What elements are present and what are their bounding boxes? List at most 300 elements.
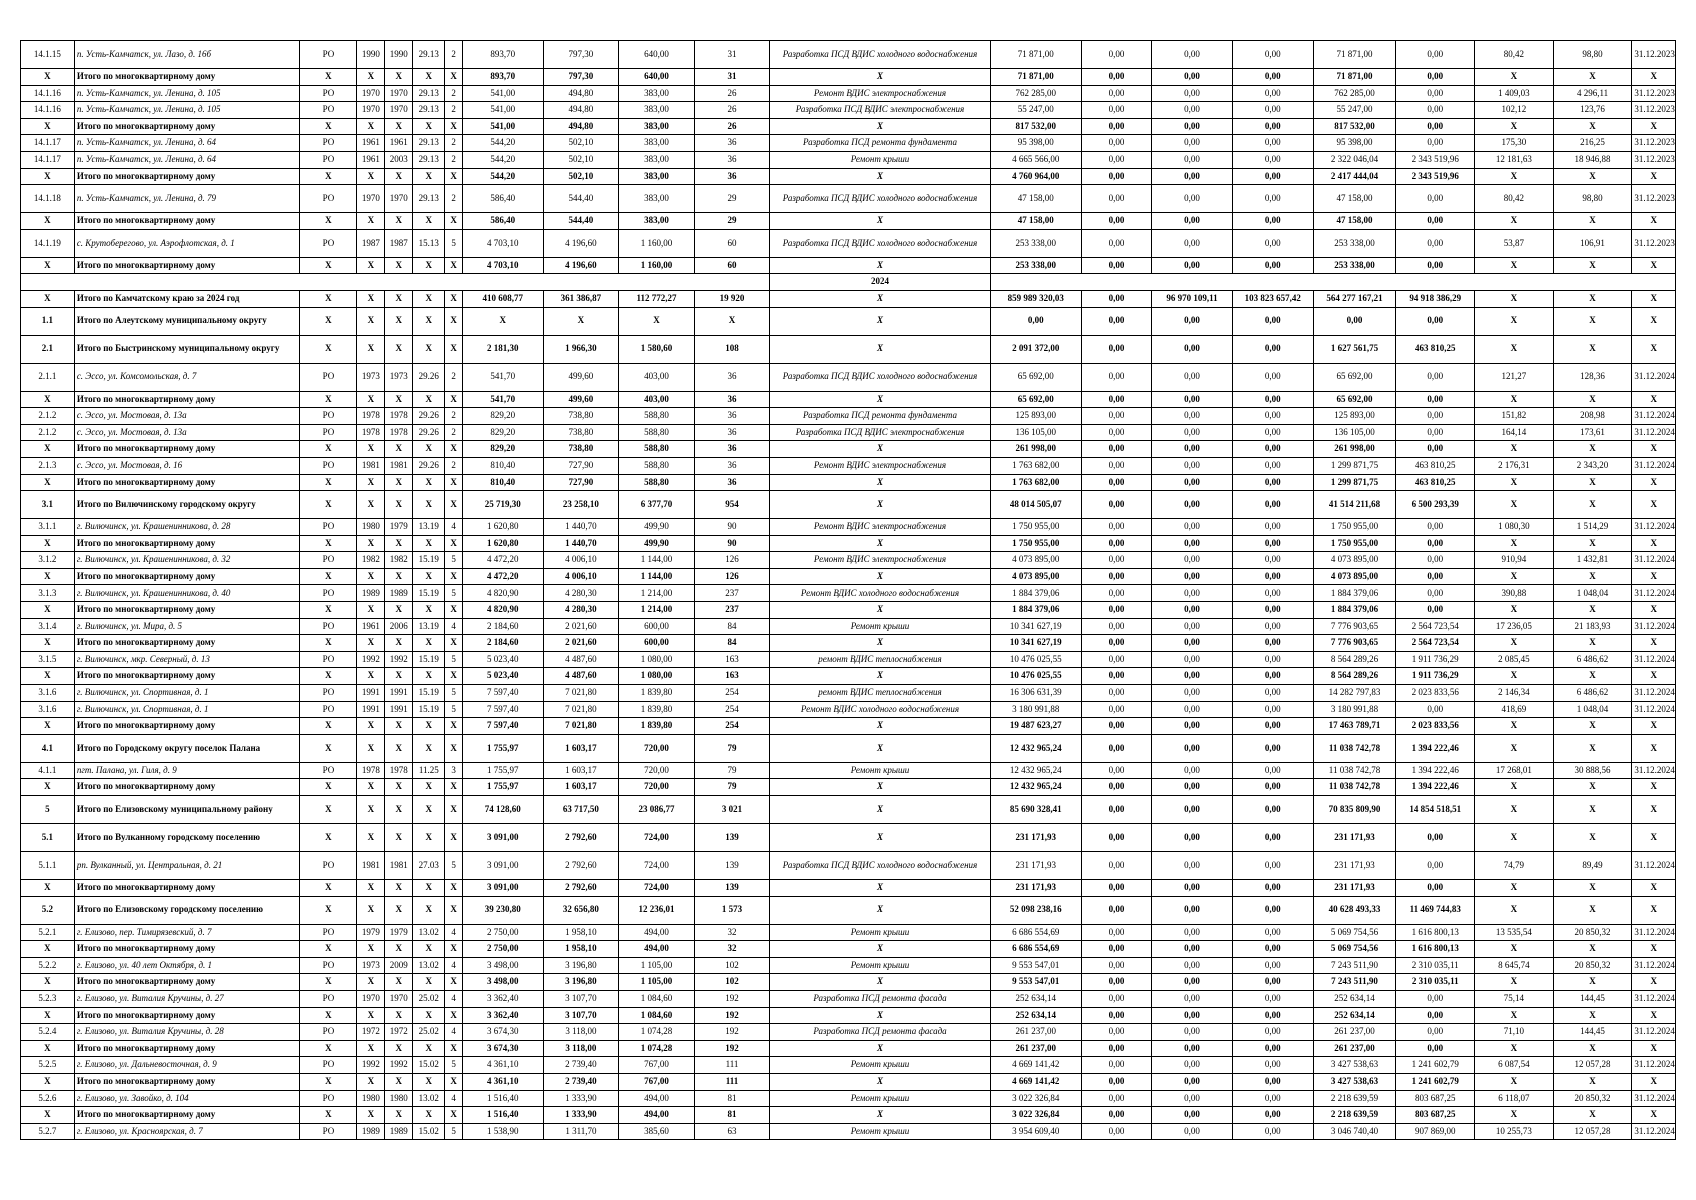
value-cell: 544,40 [543,213,619,230]
value-cell: 1987 [357,229,385,257]
value-cell: 1 911 736,29 [1396,651,1475,668]
value-cell: Х [1553,257,1632,274]
value-cell: Х [1632,335,1676,363]
value-cell: 52 098 238,16 [990,896,1081,924]
value-cell: 2 [445,363,463,391]
value-cell: 125 893,00 [990,408,1081,425]
value-cell: 95 398,00 [1313,135,1396,152]
value-cell: Х [300,491,357,519]
work-type-cell: Х [770,307,990,335]
value-cell: Х [445,491,463,519]
value-cell: 0,00 [1152,441,1233,458]
value-cell: РО [300,585,357,602]
value-cell: 47 158,00 [1313,185,1396,213]
value-cell: 0,00 [1152,535,1233,552]
value-cell: 0,00 [1396,585,1475,602]
work-type-cell: Х [770,568,990,585]
table-row [21,1090,1676,1107]
value-cell: 0,00 [1232,618,1313,635]
year-header-row [21,274,1676,291]
value-cell: 29 [694,213,770,230]
value-cell: 12 236,01 [619,896,695,924]
subtotal-row [21,290,1676,307]
value-cell: Х [1632,1040,1676,1057]
value-cell: 7 021,80 [543,685,619,702]
value-cell: 3 427 538,63 [1313,1057,1396,1074]
work-type-cell: Ремонт ВДИС электроснабжения [770,85,990,102]
year-row-spacer [21,274,770,291]
value-cell: Х [1553,734,1632,762]
value-cell: 0,00 [1232,852,1313,880]
value-cell: Х [357,290,385,307]
value-cell: Х [445,734,463,762]
value-cell: Х [357,941,385,958]
value-cell: 1989 [385,585,413,602]
value-cell: Х [413,896,445,924]
table-row [21,41,1676,69]
value-cell: 0,00 [1081,519,1151,536]
value-cell: 0,00 [1081,474,1151,491]
value-cell: 3 091,00 [462,852,543,880]
value-cell: 6 118,07 [1475,1090,1554,1107]
value-cell: 2 792,60 [543,824,619,852]
value-cell: Х [445,824,463,852]
value-cell: 0,00 [1152,651,1233,668]
value-cell: Х [300,779,357,796]
value-cell: Х [300,474,357,491]
value-cell: 1 603,17 [543,734,619,762]
value-cell: 1990 [385,41,413,69]
row-number-cell: Х [21,1007,75,1024]
work-type-cell: Х [770,718,990,735]
value-cell: 252 634,14 [990,1007,1081,1024]
value-cell: 4 487,60 [543,668,619,685]
value-cell: 3 022 326,84 [990,1107,1081,1124]
value-cell: 5 023,40 [462,651,543,668]
total-label: Итого по многоквартирному дому [74,1040,300,1057]
value-cell: 2 [445,424,463,441]
value-cell: 53,87 [1475,229,1554,257]
document-page [20,40,1676,1140]
total-label: Итого по многоквартирному дому [74,1107,300,1124]
value-cell: РО [300,151,357,168]
subtotal-row [21,734,1676,762]
value-cell: Х [357,213,385,230]
value-cell: 1 750 955,00 [1313,535,1396,552]
value-cell: 1989 [357,1123,385,1140]
value-cell: Х [300,257,357,274]
value-cell: 4 073 895,00 [1313,568,1396,585]
value-cell: 261 237,00 [990,1024,1081,1041]
value-cell: 0,00 [1081,118,1151,135]
value-cell: 3 427 538,63 [1313,1073,1396,1090]
value-cell: 237 [694,602,770,619]
work-type-cell: Разработка ПСД ремонта фундамента [770,135,990,152]
value-cell: Х [413,118,445,135]
value-cell: 31.12.2023 [1632,102,1676,119]
value-cell: Х [445,168,463,185]
value-cell: 11 038 742,78 [1313,734,1396,762]
value-cell: 1 333,90 [543,1090,619,1107]
value-cell: 1 241 602,79 [1396,1073,1475,1090]
value-cell: 0,00 [1152,335,1233,363]
value-cell: 4 361,10 [462,1057,543,1074]
address-cell: г. Елизово, ул. Виталия Кручины, д. 28 [74,1024,300,1041]
value-cell: 231 171,93 [1313,852,1396,880]
value-cell: 0,00 [1152,424,1233,441]
value-cell: Х [413,474,445,491]
row-number-cell: Х [21,257,75,274]
value-cell: 1 603,17 [543,779,619,796]
value-cell: 0,00 [1152,924,1233,941]
value-cell: Х [1553,69,1632,86]
value-cell: 0,00 [1152,701,1233,718]
value-cell: 2 023 833,56 [1396,718,1475,735]
value-cell: 1970 [385,102,413,119]
value-cell: Х [1632,718,1676,735]
value-cell: 0,00 [1232,734,1313,762]
value-cell: 20 850,32 [1553,957,1632,974]
row-number-cell: Х [21,880,75,897]
value-cell: РО [300,990,357,1007]
value-cell: 0,00 [1232,990,1313,1007]
total-label: Итого по многоквартирному дому [74,718,300,735]
value-cell: 0,00 [1081,257,1151,274]
value-cell: 231 171,93 [990,880,1081,897]
row-number-cell: 3.1.6 [21,685,75,702]
value-cell: Х [413,779,445,796]
value-cell: 640,00 [619,41,695,69]
value-cell: 0,00 [1081,1090,1151,1107]
value-cell: 231 171,93 [1313,824,1396,852]
value-cell: 36 [694,151,770,168]
value-cell: 55 247,00 [990,102,1081,119]
work-type-cell: Х [770,535,990,552]
value-cell: 29.26 [413,424,445,441]
value-cell: 79 [694,734,770,762]
value-cell: 3 091,00 [462,824,543,852]
value-cell: Х [1553,335,1632,363]
address-cell: г. Вилючинск, ул. Спортивная, д. 1 [74,701,300,718]
value-cell: Х [385,290,413,307]
value-cell: 15.19 [413,585,445,602]
value-cell: 1 763 682,00 [990,457,1081,474]
value-cell: Х [1632,568,1676,585]
value-cell: Х [445,1007,463,1024]
value-cell: 31.12.2024 [1632,651,1676,668]
value-cell: 12 057,28 [1553,1123,1632,1140]
value-cell: Х [1475,1107,1554,1124]
value-cell: 1992 [357,651,385,668]
total-label: Итого по многоквартирному дому [74,941,300,958]
value-cell: 11.25 [413,762,445,779]
value-cell: Х [413,974,445,991]
value-cell: 1 750 955,00 [990,519,1081,536]
value-cell: 1 311,70 [543,1123,619,1140]
value-cell: 1 074,28 [619,1040,695,1057]
work-type-cell: Х [770,441,990,458]
value-cell: 261 998,00 [1313,441,1396,458]
value-cell: 1979 [385,924,413,941]
value-cell: 6 087,54 [1475,1057,1554,1074]
subtotal-row [21,491,1676,519]
value-cell: Х [300,118,357,135]
work-type-cell: Ремонт ВДИС электроснабжения [770,519,990,536]
value-cell: 1991 [385,701,413,718]
value-cell: 17 268,01 [1475,762,1554,779]
value-cell: 71 871,00 [990,41,1081,69]
value-cell: 0,00 [1396,408,1475,425]
value-cell: 2 176,31 [1475,457,1554,474]
value-cell: Х [385,734,413,762]
value-cell: Х [300,602,357,619]
value-cell: Х [1475,796,1554,824]
value-cell: Х [357,335,385,363]
value-cell: 0,00 [1081,1024,1151,1041]
subtotal-row [21,535,1676,552]
value-cell: 112 772,27 [619,290,695,307]
subtotal-row [21,69,1676,86]
row-number-cell: 5.2.1 [21,924,75,941]
address-cell: п. Усть-Камчатск, ул. Ленина, д. 64 [74,151,300,168]
value-cell: Х [300,335,357,363]
value-cell: 2 021,60 [543,618,619,635]
subtotal-row [21,896,1676,924]
row-number-cell: Х [21,69,75,86]
value-cell: 31.12.2023 [1632,85,1676,102]
value-cell: 163 [694,668,770,685]
value-cell: 588,80 [619,474,695,491]
value-cell: Х [1475,290,1554,307]
address-cell: п. Усть-Камчатск, ул. Ленина, д. 64 [74,135,300,152]
work-type-cell: Х [770,118,990,135]
value-cell: 0,00 [1152,408,1233,425]
value-cell: 65 692,00 [990,363,1081,391]
value-cell: 1 084,60 [619,990,695,1007]
value-cell: 4 703,10 [462,229,543,257]
subtotal-row [21,824,1676,852]
value-cell: Х [413,718,445,735]
value-cell: 10 476 025,55 [990,668,1081,685]
value-cell: 418,69 [1475,701,1554,718]
value-cell: 494,80 [543,102,619,119]
value-cell: 0,00 [1396,41,1475,69]
value-cell: 1973 [357,957,385,974]
value-cell: Х [300,1007,357,1024]
value-cell: 600,00 [619,635,695,652]
value-cell: 4 669 141,42 [990,1057,1081,1074]
total-label: Итого по многоквартирному дому [74,779,300,796]
value-cell: 2006 [385,618,413,635]
value-cell: 767,00 [619,1057,695,1074]
value-cell: 2 [445,85,463,102]
value-cell: 192 [694,1040,770,1057]
table-row [21,151,1676,168]
work-type-cell: Х [770,491,990,519]
value-cell: Х [385,441,413,458]
value-cell: Х [1632,474,1676,491]
value-cell: Х [1475,391,1554,408]
value-cell: 1981 [357,852,385,880]
value-cell: 12 432 965,24 [990,779,1081,796]
value-cell: 1 966,30 [543,335,619,363]
value-cell: Х [300,896,357,924]
value-cell: Х [413,69,445,86]
value-cell: 1 839,80 [619,701,695,718]
value-cell: 0,00 [1232,941,1313,958]
value-cell: 71 871,00 [990,69,1081,86]
total-label: Итого по Алеутскому муниципальному округу [74,307,300,335]
value-cell: Х [1475,718,1554,735]
value-cell: Х [413,635,445,652]
value-cell: 32 [694,941,770,958]
subtotal-row [21,635,1676,652]
value-cell: 36 [694,457,770,474]
value-cell: 1 884 379,06 [1313,602,1396,619]
row-number-cell: 14.1.15 [21,41,75,69]
value-cell: 84 [694,618,770,635]
value-cell: 1 084,60 [619,1007,695,1024]
value-cell: РО [300,85,357,102]
value-cell: Х [445,1040,463,1057]
value-cell: 1978 [357,408,385,425]
value-cell: 9 553 547,01 [990,974,1081,991]
value-cell: 7 597,40 [462,718,543,735]
value-cell: Х [445,535,463,552]
value-cell: 3 674,30 [462,1040,543,1057]
subtotal-row [21,441,1676,458]
value-cell: 859 989 320,03 [990,290,1081,307]
value-cell: Х [1553,896,1632,924]
value-cell: 0,00 [1152,1024,1233,1041]
value-cell: 29.13 [413,135,445,152]
table-row [21,424,1676,441]
value-cell: Х [300,824,357,852]
value-cell: 0,00 [1232,762,1313,779]
value-cell: 31.12.2024 [1632,762,1676,779]
value-cell: Х [1475,974,1554,991]
value-cell: 502,10 [543,151,619,168]
value-cell: Х [1553,1040,1632,1057]
work-type-cell: Х [770,213,990,230]
value-cell: 2 181,30 [462,335,543,363]
value-cell: 173,61 [1553,424,1632,441]
value-cell: 0,00 [1232,1123,1313,1140]
total-label: Итого по Камчатскому краю за 2024 год [74,290,300,307]
work-type-cell: Ремонт крыши [770,762,990,779]
value-cell: 5 023,40 [462,668,543,685]
row-number-cell: Х [21,568,75,585]
value-cell: 5 [445,585,463,602]
value-cell: Х [1632,880,1676,897]
value-cell: Х [1632,824,1676,852]
address-cell: г. Елизово, ул. Красноярская, д. 7 [74,1123,300,1140]
table-row [21,1057,1676,1074]
value-cell: 4 472,20 [462,552,543,569]
value-cell: 15.19 [413,552,445,569]
value-cell: 0,00 [1232,651,1313,668]
value-cell: Х [385,168,413,185]
value-cell: 31.12.2023 [1632,229,1676,257]
value-cell: 1992 [385,651,413,668]
value-cell: Х [1632,1107,1676,1124]
value-cell: РО [300,457,357,474]
value-cell: 494,80 [543,85,619,102]
value-cell: 0,00 [1152,796,1233,824]
value-cell: 1980 [357,1090,385,1107]
value-cell: 0,00 [1232,457,1313,474]
value-cell: 1 409,03 [1475,85,1554,102]
value-cell: 1 394 222,46 [1396,779,1475,796]
value-cell: 25.02 [413,990,445,1007]
value-cell: Х [1475,213,1554,230]
subtotal-row [21,118,1676,135]
value-cell: 0,00 [1232,535,1313,552]
value-cell: Х [357,1107,385,1124]
value-cell: Х [300,1107,357,1124]
value-cell: 588,80 [619,408,695,425]
value-cell: РО [300,552,357,569]
value-cell: Х [300,391,357,408]
row-number-cell: 3.1 [21,491,75,519]
value-cell: Х [1553,1107,1632,1124]
value-cell: 15.02 [413,1123,445,1140]
value-cell: 4 [445,990,463,1007]
value-cell: 1989 [385,1123,413,1140]
value-cell: Х [357,602,385,619]
value-cell: 14 854 518,51 [1396,796,1475,824]
value-cell: 5 [445,701,463,718]
work-type-cell: Х [770,779,990,796]
value-cell: 0,00 [1396,391,1475,408]
value-cell: 25 719,30 [462,491,543,519]
value-cell: 5 069 754,56 [1313,924,1396,941]
value-cell: 0,00 [1081,424,1151,441]
value-cell: 1991 [385,685,413,702]
value-cell: 20 850,32 [1553,1090,1632,1107]
value-cell: 2 085,45 [1475,651,1554,668]
value-cell: Х [445,391,463,408]
value-cell: 12 432 965,24 [990,762,1081,779]
value-cell: Х [1553,441,1632,458]
value-cell: Х [445,668,463,685]
value-cell: 1 580,60 [619,335,695,363]
value-cell: Х [1632,491,1676,519]
value-cell: Х [619,307,695,335]
value-cell: 0,00 [1152,151,1233,168]
address-cell: г. Вилючинск, ул. Мира, д. 5 [74,618,300,635]
value-cell: 0,00 [1232,796,1313,824]
value-cell: Х [1632,974,1676,991]
value-cell: Х [1632,213,1676,230]
value-cell: 74 128,60 [462,796,543,824]
value-cell: 1972 [385,1024,413,1041]
value-cell: 2 146,34 [1475,685,1554,702]
value-cell: Х [1553,213,1632,230]
value-cell: 25.02 [413,1024,445,1041]
value-cell: Х [300,668,357,685]
table-row [21,135,1676,152]
value-cell: Х [1475,118,1554,135]
value-cell: Х [357,796,385,824]
row-number-cell: 14.1.18 [21,185,75,213]
value-cell: 0,00 [1232,519,1313,536]
subtotal-row [21,1007,1676,1024]
value-cell: 11 469 744,83 [1396,896,1475,924]
value-cell: 70 835 809,90 [1313,796,1396,824]
work-type-cell: Разработка ПСД ВДИС холодного водоснабжения [770,852,990,880]
value-cell: Х [413,668,445,685]
